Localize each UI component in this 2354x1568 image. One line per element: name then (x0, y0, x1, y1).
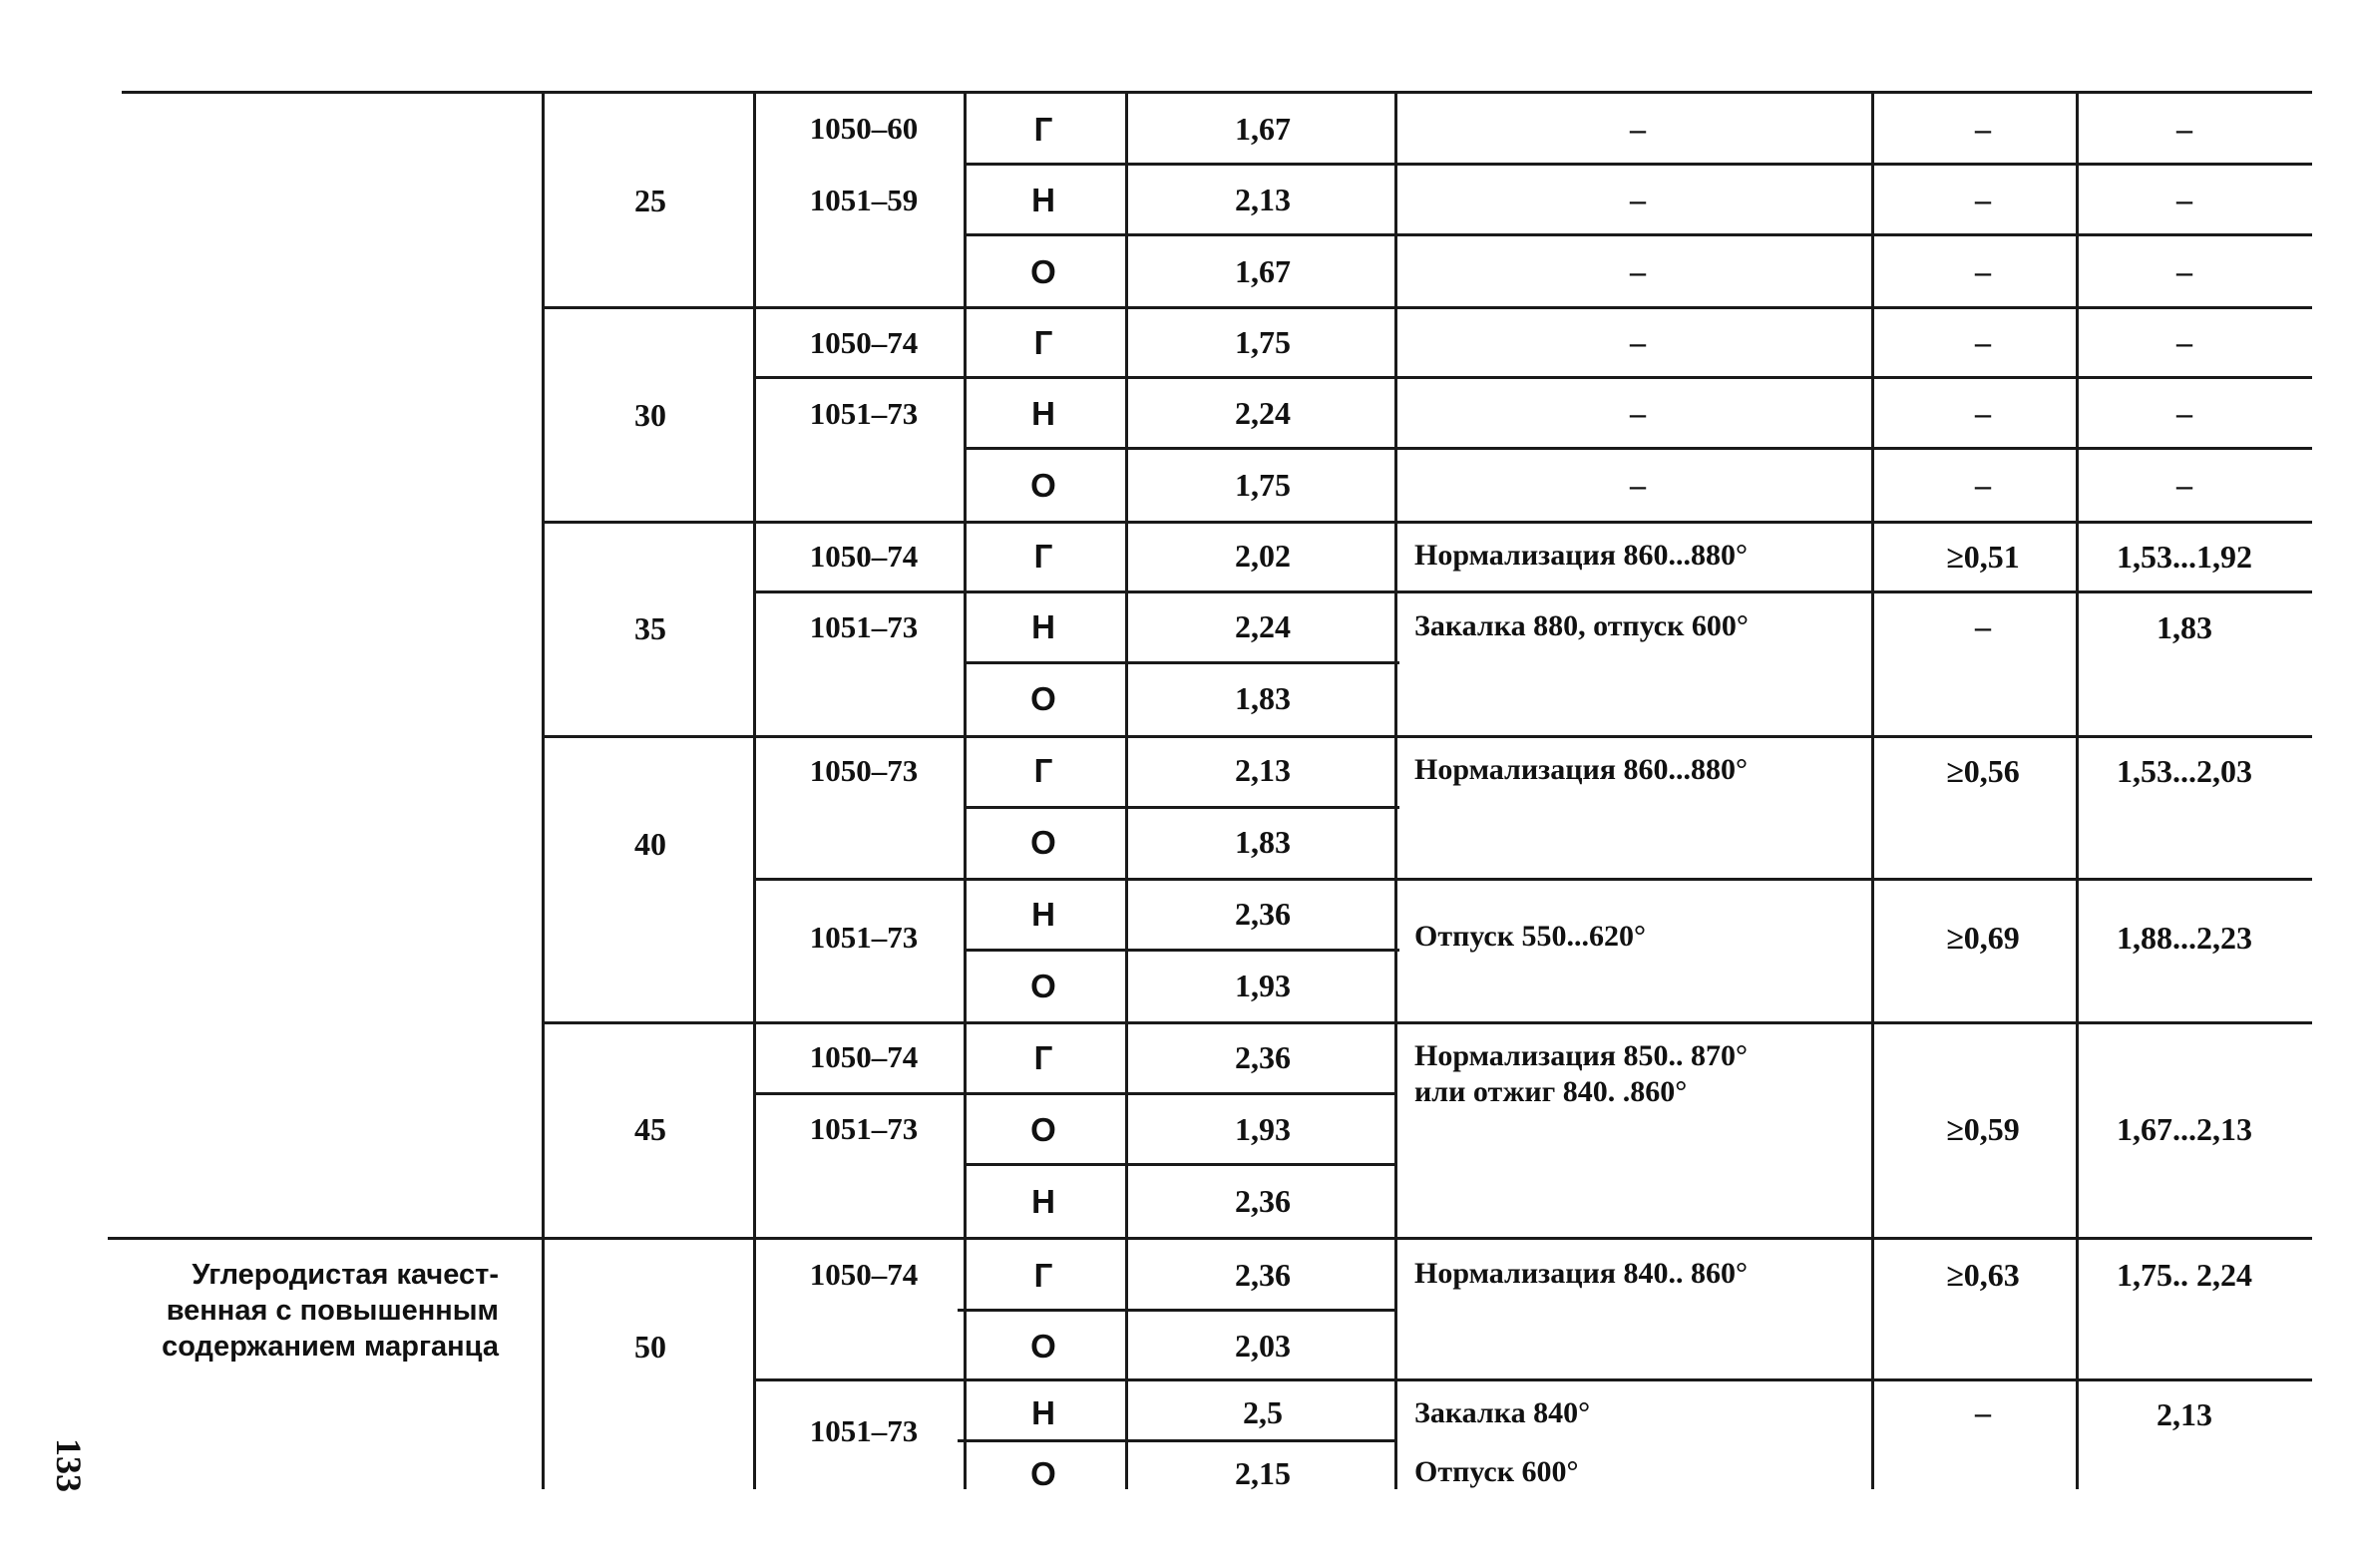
coefficient-value: 1,67 (1235, 111, 1291, 147)
table-rule (964, 661, 1399, 664)
table-rule (2076, 91, 2079, 1489)
coefficient-value: 1,83 (1235, 680, 1291, 716)
standard-number: 1051–73 (809, 396, 919, 431)
empty-dash: – (1975, 111, 1991, 147)
coefficient-value: 1,75 (1235, 324, 1291, 360)
empty-dash: – (1630, 111, 1646, 147)
steel-grade: 35 (634, 610, 666, 646)
coefficient-value: 2,03 (1235, 1328, 1291, 1364)
state-code: Г (1033, 538, 1053, 575)
coefficient-value: 2,13 (1235, 752, 1291, 788)
empty-dash: – (1630, 467, 1646, 503)
range-value: 1,88...2,23 (2117, 920, 2252, 956)
min-value: ≥0,56 (1946, 753, 2020, 789)
steel-grade: 25 (634, 183, 666, 218)
coefficient-value: 2,15 (1235, 1455, 1291, 1491)
min-value: ≥0,69 (1946, 920, 2020, 956)
steel-grade: 40 (634, 826, 666, 862)
state-code: О (1030, 968, 1056, 1004)
table-rule (1871, 91, 1874, 1489)
standard-number: 1051–73 (809, 920, 919, 955)
empty-dash: – (1975, 253, 1991, 289)
table-rule (108, 1237, 2312, 1240)
heat-treatment: Закалка 840° (1414, 1396, 1591, 1429)
coefficient-value: 2,36 (1235, 1257, 1291, 1293)
page-number: 133 (49, 1438, 89, 1492)
heat-treatment: Отпуск 550...620° (1414, 920, 1647, 953)
heat-treatment: Нормализация 860...880° (1414, 539, 1749, 572)
standard-number: 1050–74 (809, 1039, 919, 1074)
heat-treatment: Нормализация 840.. 860° (1414, 1257, 1749, 1290)
min-value: ≥0,59 (1946, 1111, 2020, 1147)
state-code: О (1030, 1111, 1056, 1148)
empty-dash: – (1975, 608, 1991, 644)
empty-dash: – (2176, 111, 2192, 147)
table-rule (964, 91, 967, 1489)
state-code: О (1030, 1455, 1056, 1492)
state-code: Н (1031, 896, 1055, 933)
coefficient-value: 2,36 (1235, 896, 1291, 932)
state-code: Г (1033, 752, 1053, 789)
coefficient-value: 2,5 (1243, 1394, 1283, 1430)
state-code: Н (1031, 1394, 1055, 1431)
coefficient-value: 2,02 (1235, 538, 1291, 574)
table-rule (964, 163, 2312, 166)
state-code: О (1030, 680, 1056, 717)
table-rule (753, 91, 756, 1489)
empty-dash: – (2176, 324, 2192, 360)
heat-treatment: Отпуск 600° (1414, 1455, 1579, 1488)
empty-dash: – (1975, 324, 1991, 360)
standard-number: 1050–60 (809, 111, 919, 146)
steel-grade: 30 (634, 397, 666, 433)
empty-dash: – (2176, 395, 2192, 431)
standard-number: 1051–73 (809, 1111, 919, 1146)
table-rule (958, 1439, 1394, 1442)
steel-group-line: Углеродистая качест- (192, 1259, 499, 1291)
standard-number: 1050–74 (809, 325, 919, 360)
state-code: О (1030, 1328, 1056, 1365)
range-value: 1,75.. 2,24 (2117, 1257, 2252, 1293)
table-rule (964, 1163, 1394, 1166)
empty-dash: – (1630, 324, 1646, 360)
standard-number: 1051–73 (809, 1413, 919, 1448)
coefficient-value: 1,67 (1235, 253, 1291, 289)
range-value: 1,67...2,13 (2117, 1111, 2252, 1147)
state-code: Н (1031, 395, 1055, 432)
empty-dash: – (1975, 182, 1991, 217)
table-rule (753, 1092, 1394, 1095)
coefficient-value: 1,83 (1235, 824, 1291, 860)
empty-dash: – (1630, 253, 1646, 289)
standard-number: 1050–73 (809, 753, 919, 788)
steel-grade: 45 (634, 1111, 666, 1147)
empty-dash: – (2176, 182, 2192, 217)
coefficient-value: 2,24 (1235, 608, 1291, 644)
table-rule (542, 1021, 2312, 1024)
standard-number: 1050–74 (809, 1257, 919, 1292)
table-rule (122, 91, 2312, 94)
empty-dash: – (1630, 182, 1646, 217)
empty-dash: – (2176, 253, 2192, 289)
standard-number: 1050–74 (809, 539, 919, 574)
table-rule (1394, 91, 1397, 1489)
range-value: 1,83 (2157, 609, 2212, 645)
table-rule (964, 233, 2312, 236)
min-value: ≥0,51 (1946, 539, 2020, 575)
range-value: 1,53...2,03 (2117, 753, 2252, 789)
state-code: О (1030, 824, 1056, 861)
steel-group-line: венная с повышенным (166, 1295, 499, 1327)
table-rule (542, 735, 2312, 738)
table-rule (964, 949, 1399, 952)
steel-grade: 50 (634, 1329, 666, 1365)
coefficient-value: 2,13 (1235, 182, 1291, 217)
coefficient-value: 1,93 (1235, 968, 1291, 1003)
coefficient-value: 2,36 (1235, 1183, 1291, 1219)
empty-dash: – (1630, 395, 1646, 431)
standard-number: 1051–73 (809, 609, 919, 644)
table-rule (542, 91, 545, 1489)
coefficient-value: 2,24 (1235, 395, 1291, 431)
state-code: Н (1031, 608, 1055, 645)
table-rule (964, 806, 1399, 809)
coefficient-value: 1,75 (1235, 467, 1291, 503)
table-rule (542, 521, 2312, 524)
coefficient-value: 2,36 (1235, 1039, 1291, 1075)
state-code: Г (1033, 111, 1053, 148)
range-value: 2,13 (2157, 1396, 2212, 1432)
empty-dash: – (1975, 467, 1991, 503)
empty-dash: – (2176, 467, 2192, 503)
state-code: Г (1033, 1039, 1053, 1076)
state-code: Г (1033, 324, 1053, 361)
coefficient-value: 1,93 (1235, 1111, 1291, 1147)
state-code: Н (1031, 182, 1055, 218)
table-rule (542, 306, 2312, 309)
state-code: О (1030, 467, 1056, 504)
standard-number: 1051–59 (809, 183, 919, 217)
steel-group-line: содержанием марганца (162, 1331, 499, 1363)
table-rule (958, 1309, 1394, 1312)
heat-treatment: или отжиг 840. .860° (1414, 1075, 1688, 1108)
min-value: ≥0,63 (1946, 1257, 2020, 1293)
heat-treatment: Нормализация 850.. 870° (1414, 1039, 1749, 1072)
empty-dash: – (1975, 395, 1991, 431)
state-code: Н (1031, 1183, 1055, 1220)
heat-treatment: Нормализация 860...880° (1414, 753, 1749, 786)
empty-dash: – (1975, 1394, 1991, 1430)
heat-treatment: Закалка 880, отпуск 600° (1414, 609, 1749, 642)
table-rule (1125, 91, 1128, 1489)
state-code: О (1030, 253, 1056, 290)
state-code: Г (1033, 1257, 1053, 1294)
range-value: 1,53...1,92 (2117, 539, 2252, 575)
table-rule (964, 447, 2312, 450)
